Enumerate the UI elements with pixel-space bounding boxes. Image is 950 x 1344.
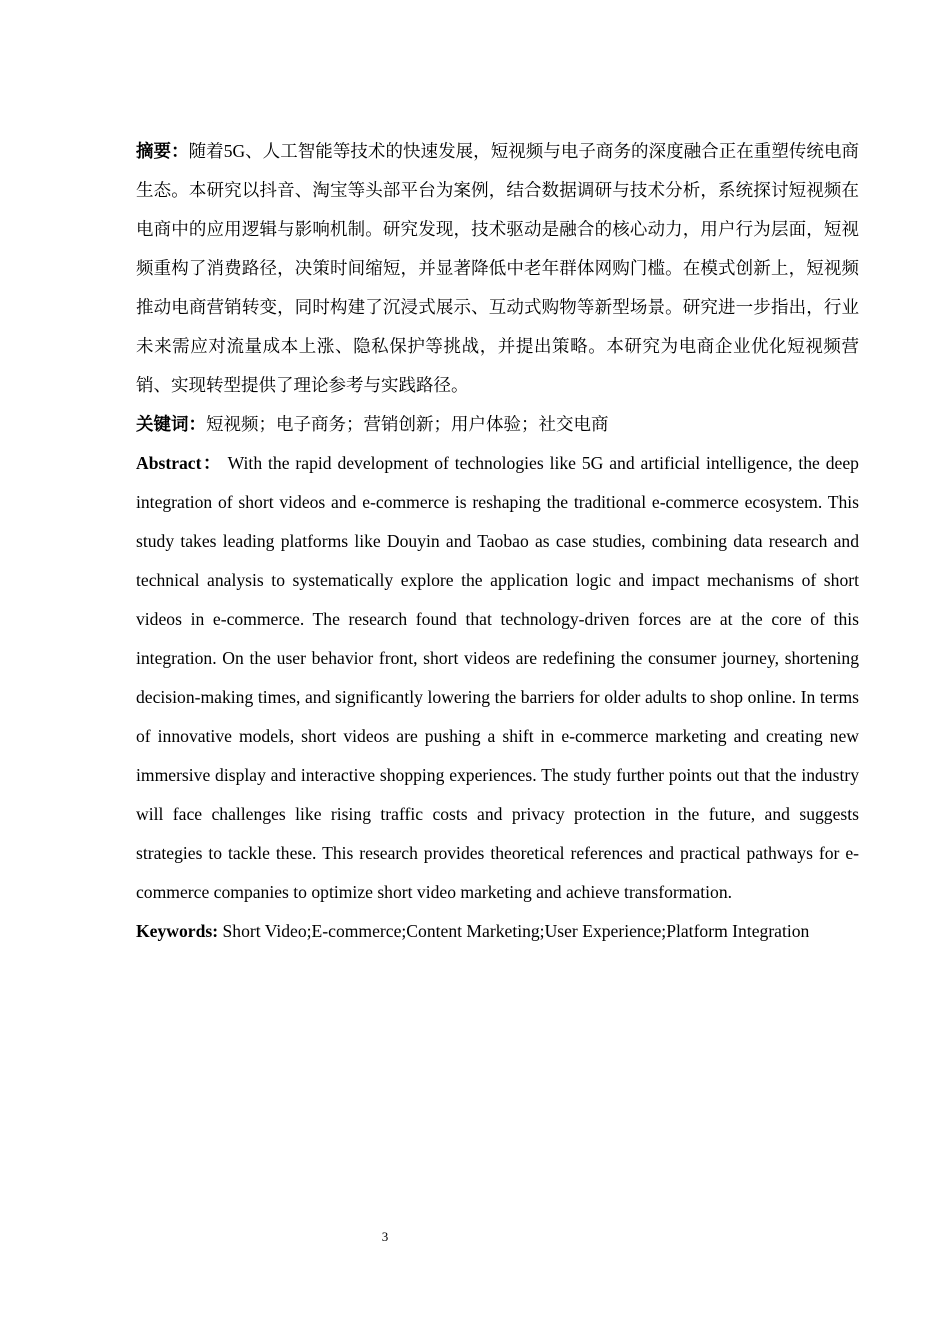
abstract-cn-text: 随着5G、人工智能等技术的快速发展，短视频与电子商务的深度融合正在重塑传统电商生态。本研究以抖音、淘宝等头部平台为案例，结合数据调研与技术分析，系统探讨短视频在电商中的应用逻辑与影响机制。研究发现，技术驱动是融合的核心动力，用户行为层面，短视频重构了消费路径，决策时间缩短，并显著降低中老年群体网购门槛。在模式创新上，短视频推动电商营销转变，同时构建了沉浸式展示、互动式购物等新型场景。研究进一步指出，行业未来需应对流量成本上涨、隐私保护等挑战，并提出策略。本研究为电商企业优化短视频营销、实现转型提供了理论参考与实践路径。 [136,141,859,395]
abstract-en-label: Abstract： [136,453,223,473]
abstract-cn-label: 摘要： [136,141,189,161]
keywords-cn [136,405,859,444]
keywords-en-text: Short Video;E-commerce;Content Marketing;User Experience;Platform Integration [222,921,810,941]
keywords-en-label: Keywords: [136,921,219,941]
abstract-en-text: With the rapid development of technologies like 5G and artificial intelligence, the deep integration of short videos and e-commerce is reshaping the traditional e-commerce ecosystem. This study takes leading platforms like Douyin and Taobao as case studies, combining data research and technical analysis to systematically explore the application logic and impact mechanisms of short videos in e-commerce. The research found that technology-driven forces are at the core of this integration. On the user behavior front, short videos are redefining the consumer journey, shortening decision-making times, and significantly lowering the barriers for older adults to shop online. In terms of innovative models, short videos are pushing a shift in e-commerce marketing and creating new immersive display and interactive shopping experiences. The study further points out that the industry will face challenges like rising traffic costs and privacy protection in the future, and suggests strategies to tackle these. This research provides theoretical references and practical pathways for e-commerce companies to optimize short video marketing and achieve transformation. [136,453,859,902]
keywords-cn-label: 关键词： [136,414,206,434]
keywords-en [136,912,859,951]
page-number: 3 [381,1229,389,1244]
keywords-cn-text: 短视频；电子商务；营销创新；用户体验；社交电商 [206,414,609,434]
abstract-page [136,132,859,951]
abstract-cn [136,132,859,405]
abstract-en [136,444,859,912]
